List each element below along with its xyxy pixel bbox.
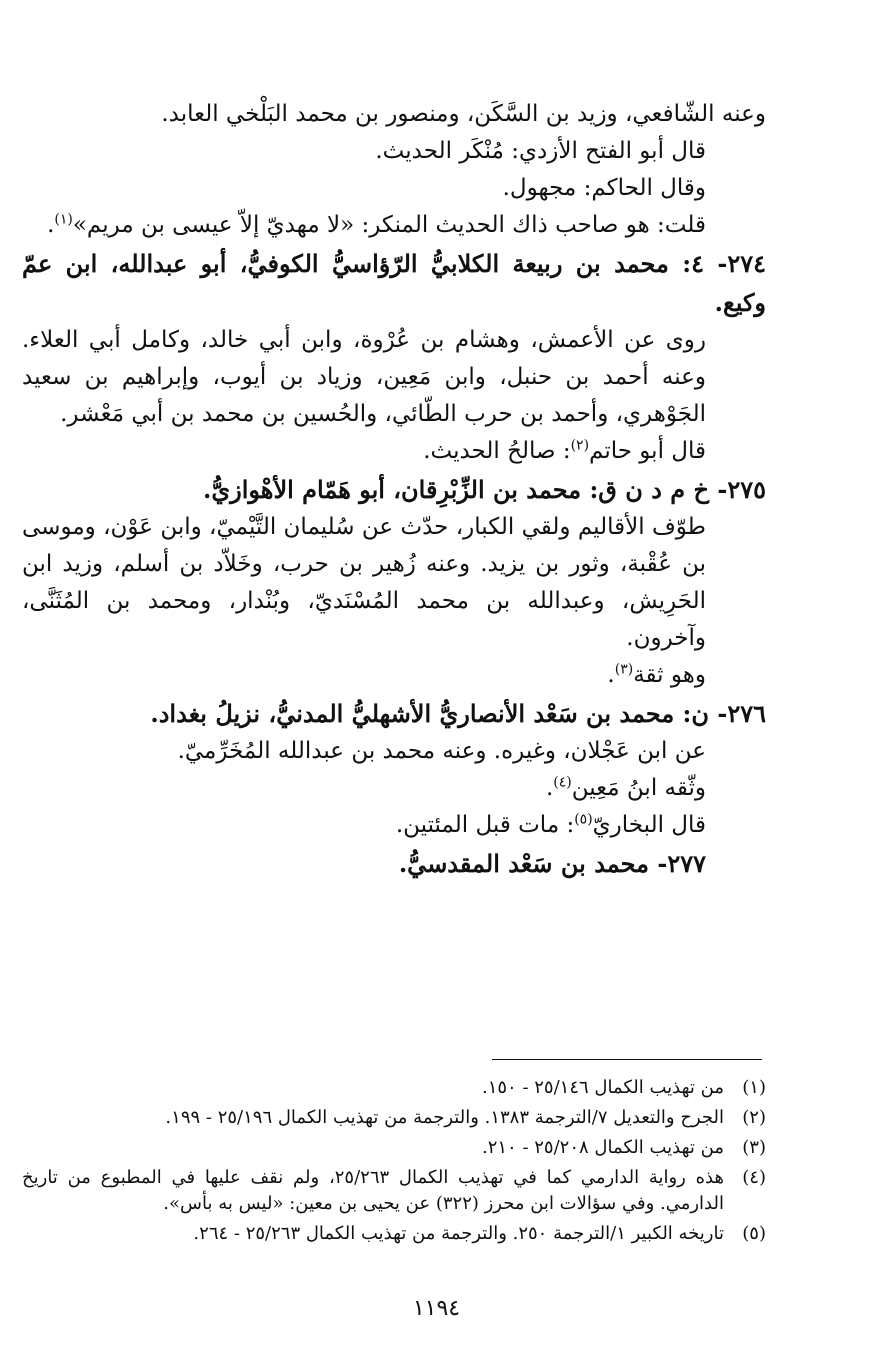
text-span: .: [607, 662, 615, 688]
footnotes: [22, 1075, 766, 1251]
footnote-number: (٣): [742, 1137, 766, 1158]
text-paragraph: [22, 207, 766, 244]
footnote-text: هذه رواية الدارمي كما في تهذيب الكمال ٢٥/٢٦٣، ولم نقف عليها في المطبوع من تاريخ الدارمي. وفي سؤالات ابن محرز (٣٢٢) عن يحيى بن معين: «ليس به بأس».: [22, 1167, 724, 1214]
footnote: [22, 1221, 766, 1247]
footnote: [22, 1105, 766, 1131]
footnote-ref: (١): [54, 211, 73, 228]
text-span: : مات قبل المئتين.: [395, 812, 575, 838]
text-paragraph: روى عن الأعمش، وهشام بن عُرْوة، وابن أبي خالد، وكامل أبي العلاء. وعنه أحمد بن حنبل، وابن مَعِين، وزياد بن أيوب، وإبراهيم بن سعيد الجَوْهري، وأحمد بن حرب الطّائي، والحُسين بن محمد بن أبي مَعْشر.: [22, 327, 706, 427]
text-paragraph: طوّف الأقاليم ولقي الكبار، حدّث عن سُليمان التَّيْميّ، وابن عَوْن، وموسى بن عُقْبة، وثور بن يزيد. وعنه زُهير بن حرب، وخَلاّد بن أسلم، وزيد ابن الحَرِيش، وعبدالله بن محمد المُسْنَديّ، وبُنْدار، ومحمد بن المُثَنَّى، وآخرون.: [22, 514, 706, 651]
entry-heading: ٢٧٤- ٤: محمد بن ربيعة الكلابيُّ الرّؤاسيُّ الكوفيُّ، أبو عبدالله، ابن عمّ وكيع.: [22, 249, 766, 317]
text-span: : صالحُ الحديث.: [423, 438, 571, 464]
text-line: [22, 657, 766, 694]
text-span: قلت: هو صاحب ذاك الحديث المنكر: «لا مهديّ إلاّ عيسى بن مريم»: [72, 212, 706, 238]
main-text: [22, 96, 766, 883]
text-span: وثّقه ابنُ مَعِين: [571, 775, 706, 801]
footnote-ref: (٥): [574, 811, 593, 828]
text-line: قال أبو الفتح الأزدي: مُنْكَر الحديث.: [375, 138, 706, 164]
text-line: وعنه الشّافعي، وزيد بن السَّكَن، ومنصور بن محمد البَلْخي العابد.: [161, 101, 766, 127]
entry-heading: ٢٧٧- محمد بن سَعْد المقدسيُّ.: [398, 849, 706, 878]
footnote: [22, 1075, 766, 1101]
text-span: قال أبو حاتم: [589, 438, 706, 464]
text-span: .: [47, 212, 55, 238]
footnote-number: (٢): [742, 1107, 766, 1128]
footnote-number: (٤): [742, 1167, 766, 1188]
footnote-number: (٥): [742, 1223, 766, 1244]
entry-heading: ٢٧٥- خ م د ن ق: محمد بن الزِّبْرِقان، أبو هَمّام الأهْوازيُّ.: [202, 475, 766, 504]
footnote: [22, 1135, 766, 1161]
footnote-text: الجرح والتعديل ٧/الترجمة ١٣٨٣. والترجمة من تهذيب الكمال ٢٥/١٩٦ - ١٩٩.: [165, 1107, 724, 1128]
text-line: وقال الحاكم: مجهول.: [502, 175, 706, 201]
footnote-text: تاريخه الكبير ١/الترجمة ٢٥٠. والترجمة من تهذيب الكمال ٢٥/٢٦٣ - ٢٦٤.: [193, 1223, 724, 1244]
footnote-divider: [492, 1059, 762, 1060]
text-line: [22, 807, 766, 844]
text-span: وهو ثقة: [633, 662, 706, 688]
footnote-ref: (٤): [553, 774, 572, 791]
footnote-ref: (٢): [570, 437, 590, 454]
text-line: عن ابن عَجْلان، وغيره. وعنه محمد بن عبدالله المُخَرِّميّ.: [177, 738, 706, 764]
text-span: قال البخاريّ: [592, 812, 706, 838]
page-number: ١١٩٤: [412, 1296, 461, 1321]
footnote-ref: (٣): [614, 661, 634, 678]
footnote-number: (١): [742, 1077, 766, 1098]
footnote: [22, 1165, 766, 1217]
text-line: [22, 433, 766, 470]
footnote-text: من تهذيب الكمال ٢٥/١٤٦ - ١٥٠.: [481, 1077, 724, 1098]
text-span: .: [545, 775, 554, 801]
entry-heading: ٢٧٦- ن: محمد بن سَعْد الأنصاريُّ الأشهليُّ المدنيُّ، نزيلُ بغداد.: [150, 699, 766, 728]
text-line: [22, 770, 766, 807]
footnote-text: من تهذيب الكمال ٢٥/٢٠٨ - ٢١٠.: [481, 1137, 724, 1158]
